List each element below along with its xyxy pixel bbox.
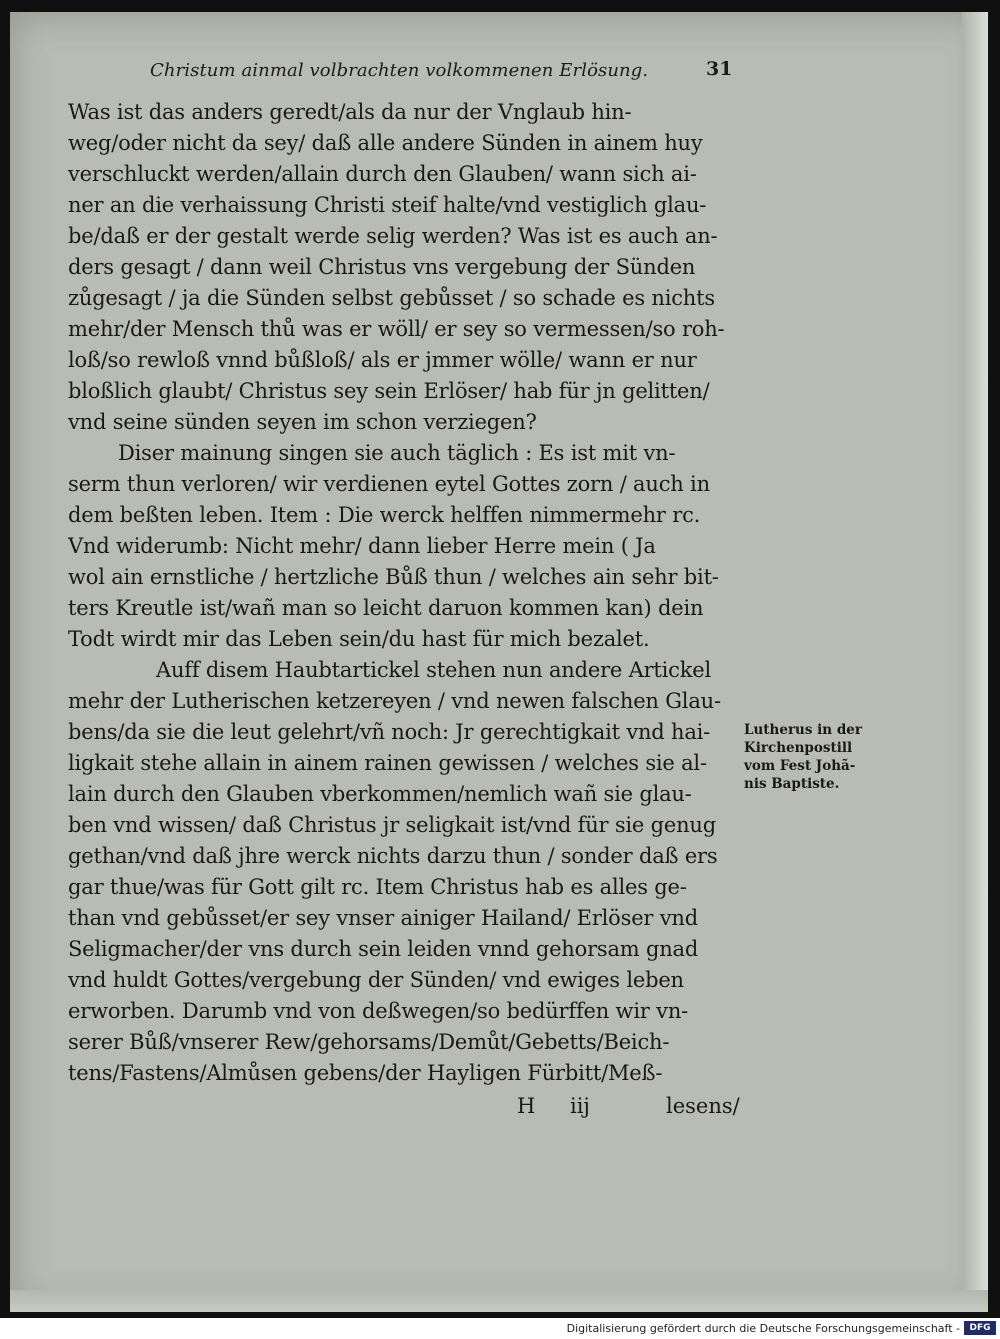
text-line: mehr der Lutherischen ketzereyen / vnd newen falschen Glau- [68,689,721,713]
page-number: 31 [706,58,733,80]
text-line: loß/so rewloß vnnd bůßloß/ als er jmmer wölle/ wann er nur [68,348,697,372]
text-line: lain durch den Glauben vberkommen/nemlich wañ sie glau- [68,782,692,806]
text-line: erworben. Darumb vnd von deßwegen/so bedürffen wir vn- [68,999,689,1023]
text-line: ligkait stehe allain in ainem rainen gewissen / welches sie al- [68,751,707,775]
text-line: Todt wirdt mir das Leben sein/du hast für mich bezalet. [68,627,650,651]
dfg-logo: DFG [964,1321,996,1335]
text-line: wol ain ernstliche / hertzliche Bůß thun / welches ain sehr bit- [68,565,719,589]
text-line: Vnd widerumb: Nicht mehr/ dann lieber Herre mein ( Ja [68,534,656,558]
text-line: verschluckt werden/allain durch den Glauben/ wann sich ai- [68,162,697,186]
text-line: tens/Fastens/Almůsen gebens/der Hayligen Fürbitt/Meß- [68,1061,663,1085]
text-line: be/daß er der gestalt werde selig werden? Was ist es auch an- [68,224,718,248]
marginal-note-line: nis Baptiste. [744,776,840,792]
text-line: vnd huldt Gottes/vergebung der Sünden/ vnd ewiges leben [68,968,684,992]
text-line: ders gesagt / dann weil Christus vns vergebung der Sünden [68,255,696,279]
page-edge [962,12,988,1312]
text-line: Was ist das anders geredt/als da nur der Vnglaub hin- [68,100,632,124]
text-line: ben vnd wissen/ daß Christus jr seligkait ist/vnd für sie genug [68,813,716,837]
text-line: dem beßten leben. Item : Die werck helffen nimmermehr rc. [68,503,701,527]
text-line: ner an die verhaissung Christi steif halte/vnd vestiglich glau- [68,193,707,217]
text-line-indented: Auff disem Haubtartickel stehen nun andere Artickel [156,658,712,682]
text-line: weg/oder nicht da sey/ daß alle andere Sünden in ainem huy [68,131,703,155]
text-line: mehr/der Mensch thů was er wöll/ er sey so vermessen/so roh- [68,317,725,341]
marginal-note-line: Kirchenpostill [744,740,853,756]
text-line: zůgesagt / ja die Sünden selbst gebůsset / so schade es nichts [68,286,715,310]
signature-number: iij [570,1094,590,1118]
marginal-note-line: vom Fest Johã- [744,758,856,774]
text-line: serm thun verloren/ wir verdienen eytel Gottes zorn / auch in [68,472,710,496]
page-edge-bottom [10,1290,988,1312]
text-line: vnd seine sünden seyen im schon verziegen? [68,410,537,434]
marginal-note-line: Lutherus in der [744,722,862,738]
text-line: gethan/vnd daß jhre werck nichts darzu thun / sonder daß ers [68,844,718,868]
text-line-indented: Diser mainung singen sie auch täglich : Es ist mit vn- [118,441,676,465]
text-line: than vnd gebůsset/er sey vnser ainiger Hailand/ Erlöser vnd [68,906,698,930]
text-line: ters Kreutle ist/wañ man so leicht daruon kommen kan) dein [68,596,704,620]
text-line: bens/da sie die leut gelehrt/vñ noch: Jr gerechtigkait vnd hai- [68,720,711,744]
running-header: Christum ainmal volbrachten volkommenen Erlösung. [150,60,649,81]
text-line: bloßlich glaubt/ Christus sey sein Erlöser/ hab für jn gelitten/ [68,379,710,403]
text-line: Seligmacher/der vns durch sein leiden vnnd gehorsam gnad [68,937,699,961]
catchword: lesens/ [666,1094,740,1118]
signature-mark: H [517,1094,536,1118]
digitization-credit: Digitalisierung gefördert durch die Deutsche Forschungsgemeinschaft - [566,1322,960,1335]
text-line: gar thue/was für Gott gilt rc. Item Christus hab es alles ge- [68,875,687,899]
text-line: serer Bůß/vnserer Rew/gehorsams/Demůt/Gebetts/Beich- [68,1030,670,1054]
